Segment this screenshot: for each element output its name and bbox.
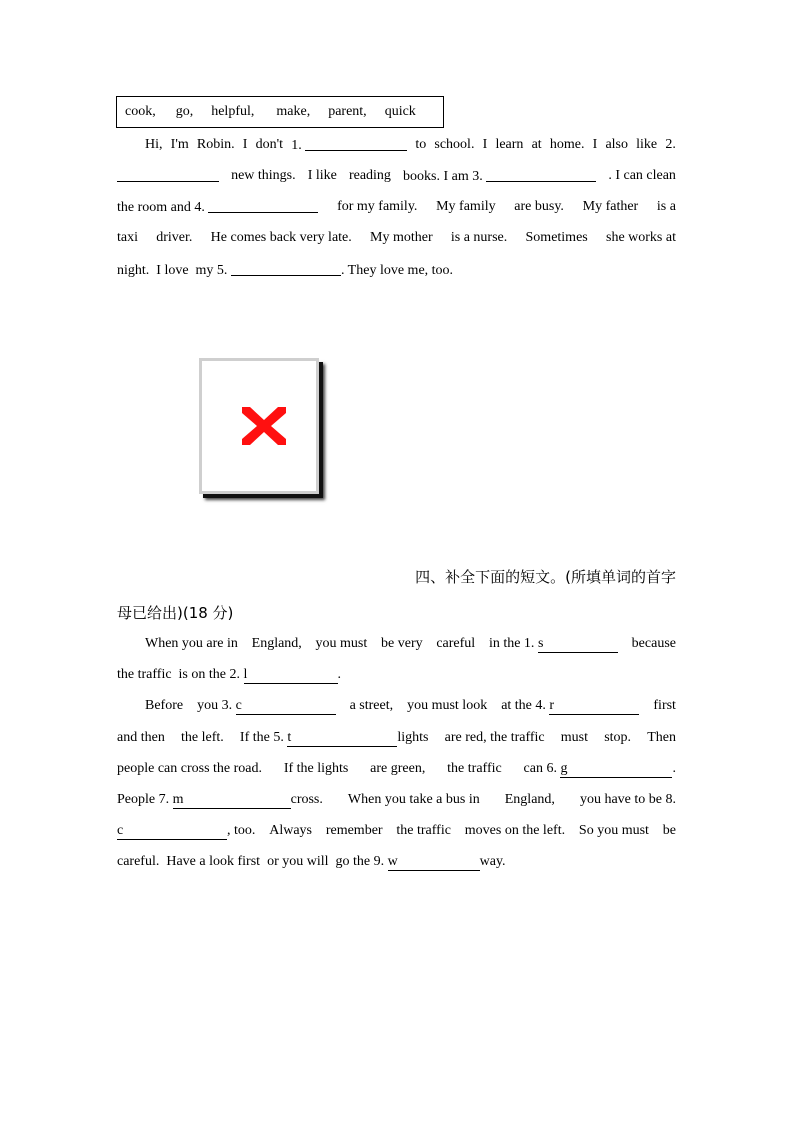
word-bank-item: parent,: [328, 104, 367, 119]
red-x-icon: [236, 403, 292, 449]
word-bank-item: make,: [276, 104, 311, 119]
passage2-line7: c , too. Always remember the traffic moves on the left. So you must be: [117, 823, 676, 838]
passage1-line5: night. I love my 5. . They love me, too.: [117, 263, 454, 278]
answer-blank-4[interactable]: [208, 198, 318, 213]
section-heading: 四、补全下面的短文。(所填单词的首字: [415, 568, 676, 586]
passage2-line8: careful. Have a look first or you will go the 9. w way.: [117, 854, 506, 869]
answer-blank-2[interactable]: [117, 167, 219, 182]
word-bank-item: go,: [175, 104, 194, 119]
word-bank-item: quick: [384, 104, 416, 119]
passage1-line1: Hi, I'm Robin. I don't 1. to school. I learn at home. I also like 2.: [145, 137, 676, 153]
answer-blank-1[interactable]: [305, 136, 407, 151]
answer-blank-m[interactable]: m: [173, 792, 291, 809]
answer-blank-g[interactable]: g: [560, 761, 672, 778]
word-bank-box: [116, 96, 444, 128]
passage1-line4: taxi driver. He comes back very late. My mother is a nurse. Sometimes she works at: [117, 230, 676, 245]
answer-blank-c2[interactable]: c: [117, 823, 227, 840]
passage1-line3: the room and 4. for my family. My family are busy. My father is a: [117, 199, 676, 215]
answer-blank-c[interactable]: c: [236, 698, 336, 715]
passage2-line2: the traffic is on the 2. l .: [117, 667, 341, 682]
word-bank-item: cook,: [125, 104, 156, 119]
answer-blank-5[interactable]: [231, 261, 341, 276]
section-heading-cont: 母已给出)(18 分): [117, 604, 234, 622]
passage2-line4: and then the left. If the 5. t lights are red, the traffic must stop. Then: [117, 730, 676, 745]
answer-blank-3[interactable]: [486, 167, 596, 182]
answer-blank-t[interactable]: t: [287, 730, 397, 747]
passage2-line3: Before you 3. c a street, you must look at the 4. r first: [145, 698, 676, 713]
answer-blank-r[interactable]: r: [549, 698, 639, 715]
passage2-line1: When you are in England, you must be very careful in the 1. s because: [145, 636, 676, 651]
passage2-line6: People 7. m cross. When you take a bus in England, you have to be 8.: [117, 792, 676, 807]
answer-blank-w[interactable]: w: [388, 854, 480, 871]
answer-blank-s[interactable]: s: [538, 636, 618, 653]
word-bank-item: helpful,: [211, 104, 255, 119]
answer-blank-l[interactable]: l: [244, 667, 338, 684]
passage1-line2: new things. I like reading books. I am 3. . I can clean: [117, 165, 676, 187]
broken-image-icon: [199, 358, 321, 498]
passage2-line5: people can cross the road. If the lights are green, the traffic can 6. g .: [117, 761, 676, 776]
